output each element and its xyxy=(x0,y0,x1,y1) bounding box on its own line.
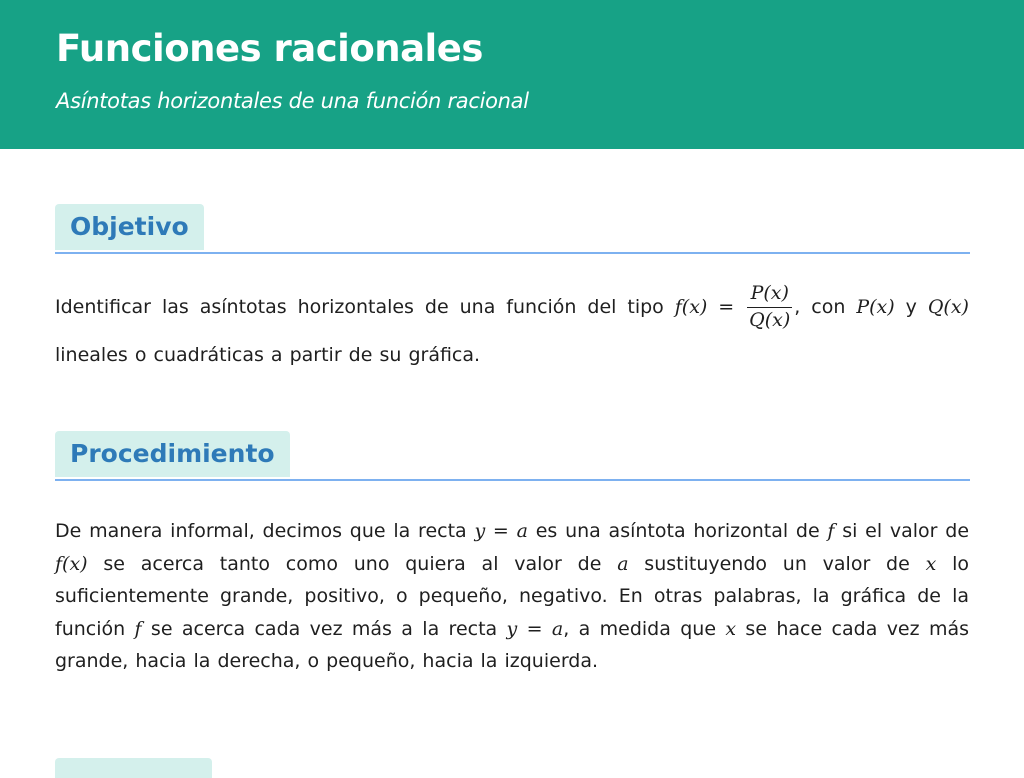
proc-text-3: si el valor de xyxy=(834,520,970,542)
math-y-eq-a-2: y = a xyxy=(506,617,564,640)
proc-text-8: , a medida que xyxy=(563,617,726,640)
math-x: x xyxy=(925,552,937,575)
section-title-procedimiento: Procedimiento xyxy=(55,431,290,477)
proc-text-4: se acerca tanto como uno quiera al valor de xyxy=(87,552,618,575)
header-banner xyxy=(0,0,1024,149)
objetivo-text-2: , con xyxy=(794,295,846,318)
proc-text-5: sustituyendo un valor de xyxy=(628,552,926,575)
math-f-2: f xyxy=(134,617,142,640)
proc-text-1: De manera informal, decimos que la recta xyxy=(55,520,475,542)
math-y-eq-a: y = a xyxy=(474,520,528,542)
procedimiento-paragraph xyxy=(55,515,969,678)
section-heading-procedimiento xyxy=(55,431,970,481)
proc-text-7: se acerca cada vez más a la recta xyxy=(141,617,507,640)
math-x-2: x xyxy=(725,617,737,640)
formula-fraction xyxy=(747,283,792,332)
page-title: Funciones racionales xyxy=(56,27,483,70)
math-f: f xyxy=(827,520,835,542)
formula-denominator: Q(x) xyxy=(749,308,791,331)
proc-text-2: es una asíntota horizontal de xyxy=(527,520,828,542)
formula-numerator: P(x) xyxy=(747,283,792,308)
proc-text-6: lo suficientemente grande, positivo, o pequeño, negativo. En otras palabras, la gráfica de la función xyxy=(55,552,969,640)
math-a: a xyxy=(617,552,629,575)
formula-lhs: f(x) = xyxy=(674,295,735,318)
objetivo-text-4: lineales o cuadráticas a partir de su gráfica. xyxy=(55,343,481,366)
math-qx: Q(x) xyxy=(927,295,969,318)
section-heading-objetivo xyxy=(55,204,970,254)
section-title-objetivo: Objetivo xyxy=(55,204,204,250)
objetivo-text-1: Identificar las asíntotas horizontales de una función del tipo xyxy=(55,295,664,318)
proc-text-9: se hace cada vez más grande, hacia la derecha, o pequeño, hacia la izquierda. xyxy=(55,617,969,672)
math-fx: f(x) xyxy=(55,552,88,575)
page-subtitle: Asíntotas horizontales de una función racional xyxy=(56,89,529,113)
next-section-tab xyxy=(55,758,212,778)
objetivo-text-3: y xyxy=(894,295,928,318)
objetivo-paragraph xyxy=(55,283,969,378)
math-px: P(x) xyxy=(856,295,895,318)
